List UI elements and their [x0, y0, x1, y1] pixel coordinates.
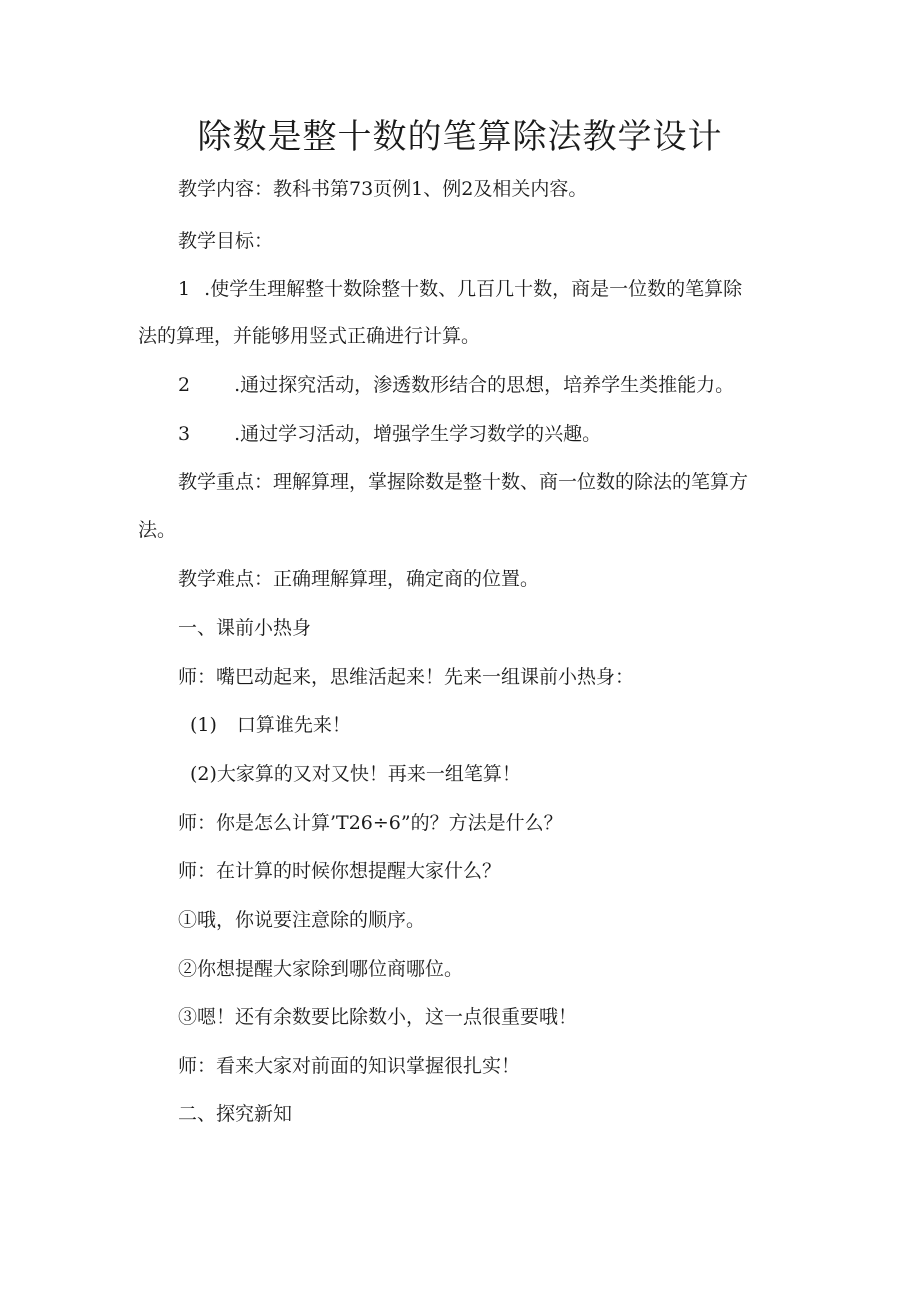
- reminder-point-2: ②你想提醒大家除到哪位商哪位。: [178, 958, 464, 980]
- teaching-content: 教学内容：教科书第73页例1、例2及相关内容。: [178, 178, 588, 200]
- goal-1-line-b: 法的算理，并能够用竖式正确进行计算。: [138, 325, 481, 347]
- warmup-item-1: [190, 711, 351, 739]
- goal-1-text: .使学生理解整十数除整十数、几百几十数，商是一位数的笔算除: [204, 278, 743, 300]
- goal-2-line: [178, 371, 734, 399]
- goals-heading: 教学目标：: [178, 230, 274, 252]
- teacher-line-1: 师：嘴巴动起来，思维活起来！先来一组课前小热身：: [178, 666, 635, 688]
- section-2-heading: 二、探究新知: [178, 1103, 293, 1125]
- teacher-line-4: 师：看来大家对前面的知识掌握很扎实！: [178, 1055, 521, 1077]
- document-title: 除数是整十数的笔算除法教学设计: [197, 117, 723, 157]
- goal-1-number: 1: [178, 278, 191, 300]
- goal-3-line: [178, 420, 601, 448]
- goal-2-text: .通过探究活动，渗透数形结合的思想，培养学生类推能力。: [234, 374, 735, 396]
- section-1-heading: 一、课前小热身: [178, 617, 312, 639]
- reminder-point-3: ③嗯！还有余数要比除数小，这一点很重要哦！: [178, 1006, 578, 1028]
- key-point-line-a: 教学重点：理解算理，掌握除数是整十数、商一位数的除法的笔算方: [178, 471, 749, 493]
- goal-2-number: 2: [178, 374, 191, 396]
- key-point-line-b: 法。: [138, 519, 177, 541]
- warmup-item-2: (2)大家算的又对又快！再来一组笔算！: [190, 763, 521, 785]
- warmup-item-1-number: (1): [190, 714, 217, 736]
- reminder-point-1: ①哦，你说要注意除的顺序。: [178, 909, 426, 931]
- goal-1-line-a: [178, 275, 742, 303]
- teacher-line-2: 师：你是怎么计算’T26÷6”的？方法是什么？: [178, 812, 563, 834]
- teacher-line-3: 师：在计算的时候你想提醒大家什么？: [178, 860, 502, 882]
- goal-3-text: .通过学习活动，增强学生学习数学的兴趣。: [234, 423, 602, 445]
- goal-3-number: 3: [178, 423, 191, 445]
- difficulty-line: 教学难点：正确理解算理，确定商的位置。: [178, 568, 540, 590]
- warmup-item-1-text: 口算谁先来！: [236, 714, 351, 736]
